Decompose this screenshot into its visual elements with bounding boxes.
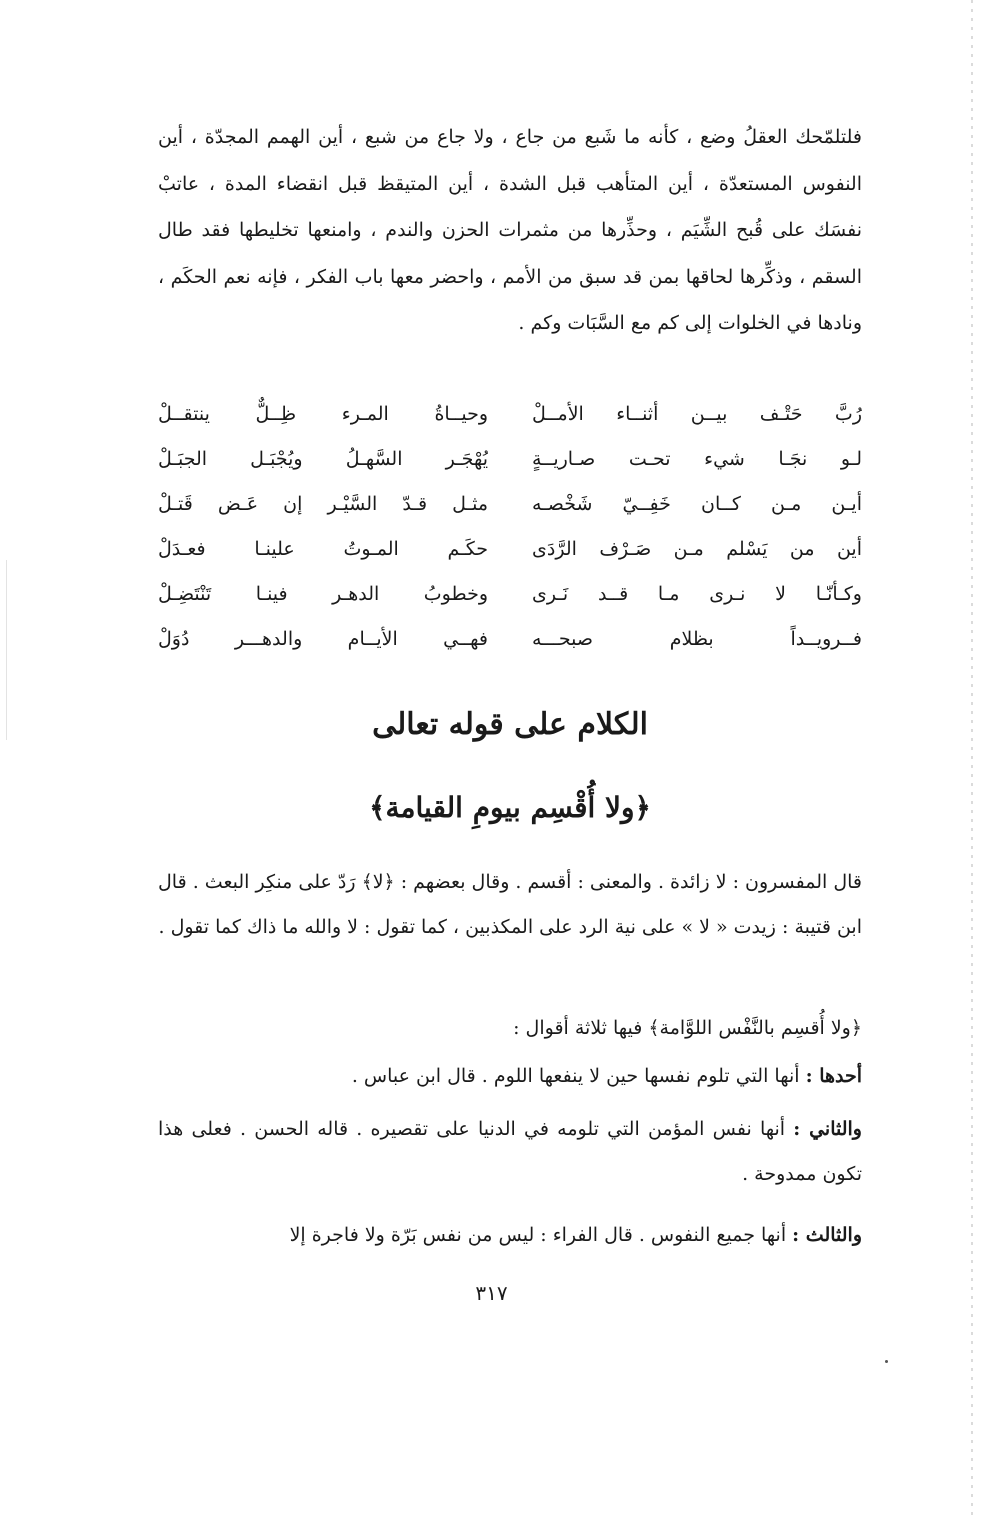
saying-lead: والثالث :: [792, 1224, 862, 1246]
poem-hemistich-first: فــرويــداً بظلام صبحـــه: [532, 628, 862, 650]
poem-hemistich-second: حكَـم المـوتُ علينـا فعـدَلْ: [158, 538, 488, 560]
poem-hemistich-second: مثـل قـدّ السَّيْـر إن عَـض قَتـلْ: [158, 493, 488, 515]
poem-hemistich-first: أيـن مـن كــان خَفِــيّ شَخْصـه: [532, 493, 862, 515]
saying-third: [158, 1213, 862, 1258]
poem: [158, 392, 862, 662]
section-heading: الكلام على قوله تعالى: [372, 707, 648, 742]
poem-hemistich-first: رُبَّ حَتْـف بيــن أثنــاء الأمــلْ: [532, 403, 862, 425]
poem-hemistich-first: أين من يَسْلم مـن صَـرْف الرَّدَى: [532, 538, 862, 560]
saying-first: [158, 1054, 862, 1099]
saying-lead: والثاني :: [793, 1118, 862, 1140]
intro-paragraph: فلتلمّحك العقلُ وضع ، كأنه ما شَبع من جاع ، ولا جاع من شبع ، أين الهمم المجدّة ، أين النفوس المستعدّة ، أين المتأهب قبل الشدة ، أين المتيقظ قبل انقضاء المدة ، عاتبْ نفسَك على قُبح الشِّيَم ، وحذِّرها من مثمرات الحزن والندم ، وامنعها تخليطها فقد طال السقم ، وذكِّرها لحاقها بمن قد سبق من الأمم ، واحضر معها باب الفكر ، فإنه نعم الحكَم ، ونادها في الخلوات إلى كم مع السَّبَات وكم .: [158, 126, 862, 334]
page-number: ٣١٧: [475, 1281, 508, 1305]
poem-hemistich-first: لـو نجَـا شيء تحـت صـاريــةٍ: [532, 448, 862, 470]
poem-verse: [158, 527, 862, 572]
poem-hemistich-second: وحيــاةُ المـرء ظِــلٌّ ينتقــلْ: [158, 403, 488, 425]
scan-speck: [885, 1360, 888, 1363]
poem-hemistich-second: فهــي الأيــام والدهـــر دُوَلْ: [158, 628, 488, 650]
saying-second: [158, 1107, 862, 1197]
poem-verse: [158, 392, 862, 437]
saying-text: أنها التي تلوم نفسها حين لا ينفعها اللوم . قال ابن عباس .: [351, 1065, 806, 1087]
poem-verse: [158, 482, 862, 527]
scan-edge-left: [6, 560, 7, 740]
saying-text: أنها جميع النفوس . قال الفراء : ليس من نفس بَرّة ولا فاجرة إلا: [289, 1224, 793, 1246]
poem-hemistich-second: يُهْجَـر السَّهـلُ ويُجْبَـل الجبَـلْ: [158, 448, 488, 470]
poem-verse: [158, 617, 862, 662]
saying-lead: أحدها :: [805, 1065, 862, 1087]
saying-text: أنها نفس المؤمن التي تلومه في الدنيا على تقصيره . قاله الحسن . فعلى هذا تكون ممدوحة .: [158, 1118, 862, 1185]
poem-hemistich-first: وكـأنّـا لا نـرى مـا قــد نَـرى: [532, 583, 862, 605]
quote-paragraph: ﴿ولا أُقسِم بالنَّفْس اللوَّامة﴾ فيها ثلاثة أقوال :: [513, 1017, 862, 1039]
poem-verse: [158, 572, 862, 617]
poem-verse: [158, 437, 862, 482]
poem-hemistich-second: وخطوبُ الدهـر فينـا تَنْتَضِـلْ: [158, 583, 488, 605]
section-heading-verse: ﴿ولا أُقْسِم بيومِ القيامة﴾: [369, 791, 651, 824]
tafsir-paragraph: قال المفسرون : لا زائدة . والمعنى : أقسم . وقال بعضهم : ﴿لا﴾ رَدّ على منكِر البعث . قال ابن قتيبة : زيدت « لا » على نية الرد على المكذبين ، كما تقول : لا والله ما ذاك كما تقول .: [158, 871, 862, 938]
